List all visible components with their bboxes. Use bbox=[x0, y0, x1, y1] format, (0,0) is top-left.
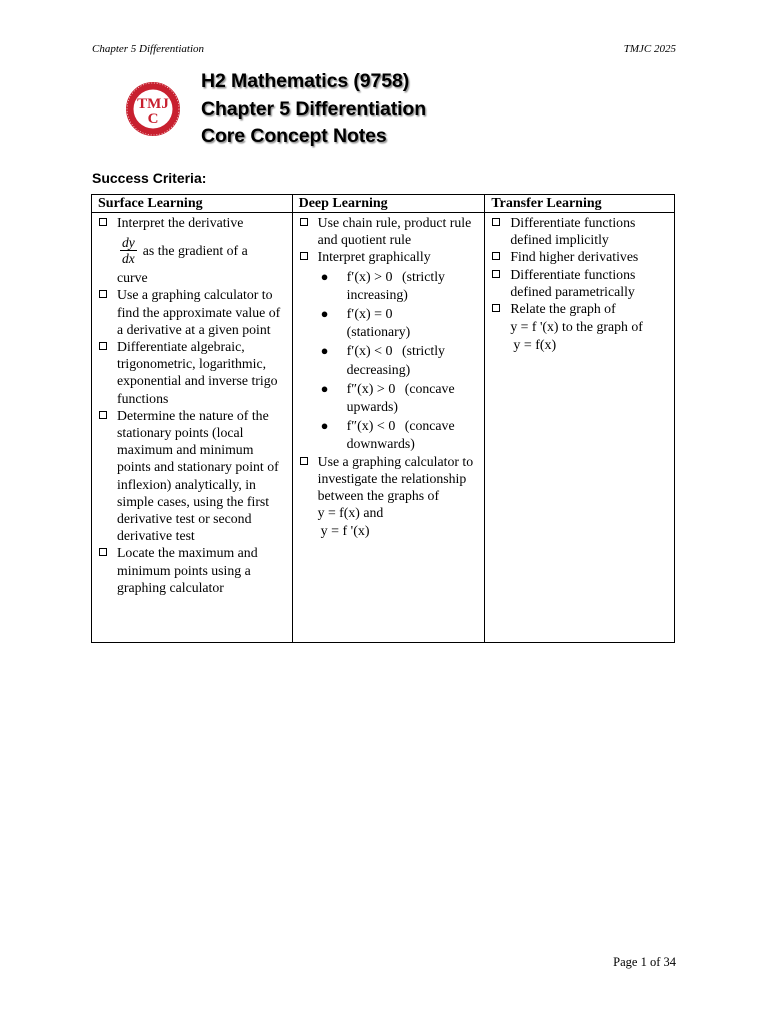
checkbox-icon[interactable] bbox=[492, 270, 500, 278]
checkbox-icon[interactable] bbox=[99, 548, 107, 556]
criterion-item: Find higher derivatives bbox=[491, 248, 670, 265]
checkbox-icon[interactable] bbox=[99, 411, 107, 419]
deep-learning-cell bbox=[292, 213, 485, 643]
course-title: H2 Mathematics (9758) bbox=[201, 70, 410, 92]
checkbox-icon[interactable] bbox=[99, 342, 107, 350]
graphical-bullet: ● f′(x) < 0 (strictly decreasing) bbox=[320, 343, 445, 377]
running-header-chapter: Chapter 5 Differentiation bbox=[92, 43, 205, 55]
criterion-item: Interpret the derivative $\frac{dy}{dx}$ as the gradient of a curve bbox=[98, 214, 288, 286]
criterion-item: Relate the graph of y = f '(x) to the graph of y = f(x) bbox=[491, 300, 670, 355]
header-surface-learning: Surface Learning bbox=[92, 195, 293, 213]
success-criteria-label: Success Criteria: bbox=[92, 170, 207, 186]
logo-letters-top: TMJ bbox=[137, 96, 169, 112]
bullet-icon: ● bbox=[320, 268, 329, 284]
checkbox-icon[interactable] bbox=[492, 252, 500, 260]
checkbox-icon[interactable] bbox=[300, 218, 308, 226]
page-number: Page 1 of 34 bbox=[613, 955, 676, 969]
notes-title: Core Concept Notes bbox=[201, 125, 387, 147]
criterion-item: Use a graphing calculator to find the approximate value of a derivative at a given point bbox=[98, 286, 288, 338]
checkbox-icon[interactable] bbox=[300, 457, 308, 465]
checkbox-icon[interactable] bbox=[99, 218, 107, 226]
bullet-icon: ● bbox=[320, 380, 329, 396]
criterion-item: Differentiate functions defined parametrically bbox=[491, 266, 670, 300]
graphical-bullet: ● f′(x) = 0 (stationary) bbox=[320, 306, 411, 340]
bullet-icon: ● bbox=[320, 343, 329, 359]
bullet-icon: ● bbox=[320, 306, 329, 322]
checkbox-icon[interactable] bbox=[99, 290, 107, 298]
checkbox-icon[interactable] bbox=[492, 304, 500, 312]
graphical-bullet: ● f″(x) < 0 (concave downwards) bbox=[320, 418, 455, 452]
criterion-item: Locate the maximum and minimum points using a graphing calculator bbox=[98, 544, 288, 596]
checkbox-icon[interactable] bbox=[492, 218, 500, 226]
criterion-item: Differentiate algebraic, trigonometric, logarithmic, exponential and inverse trigo functions bbox=[98, 338, 288, 407]
transfer-learning-cell bbox=[485, 213, 675, 643]
criterion-item: Use chain rule, product rule and quotient rule bbox=[299, 214, 481, 248]
surface-learning-cell bbox=[92, 213, 293, 643]
criterion-item: Use a graphing calculator to investigate the relationship between the graphs of y = f(x) and y = f '(x) bbox=[299, 453, 481, 541]
bullet-icon: ● bbox=[320, 418, 329, 434]
header-deep-learning: Deep Learning bbox=[292, 195, 485, 213]
logo-letters-bottom: C bbox=[147, 111, 159, 127]
criterion-item: Differentiate functions defined implicitly bbox=[491, 214, 670, 248]
chapter-title: Chapter 5 Differentiation bbox=[201, 97, 427, 120]
criterion-item: Determine the nature of the stationary points (local maximum and minimum points and stationary point of inflexion) analytically, in simple cases, using the first derivative test or second derivative test bbox=[98, 407, 288, 545]
header-transfer-learning: Transfer Learning bbox=[485, 195, 675, 213]
success-criteria-table bbox=[91, 194, 675, 643]
graphical-bullet: ● f″(x) > 0 (concave upwards) bbox=[320, 380, 455, 415]
running-header-college: TMJC 2025 bbox=[623, 43, 676, 55]
graphical-bullet: ● f′(x) > 0 (strictly increasing) bbox=[320, 268, 445, 302]
college-logo bbox=[125, 68, 181, 150]
dy-dx-fraction: $\frac{dy}{dx}$ bbox=[122, 234, 135, 266]
checkbox-icon[interactable] bbox=[300, 252, 308, 260]
criterion-item: Interpret graphically bbox=[299, 248, 481, 265]
title-block bbox=[201, 68, 426, 151]
